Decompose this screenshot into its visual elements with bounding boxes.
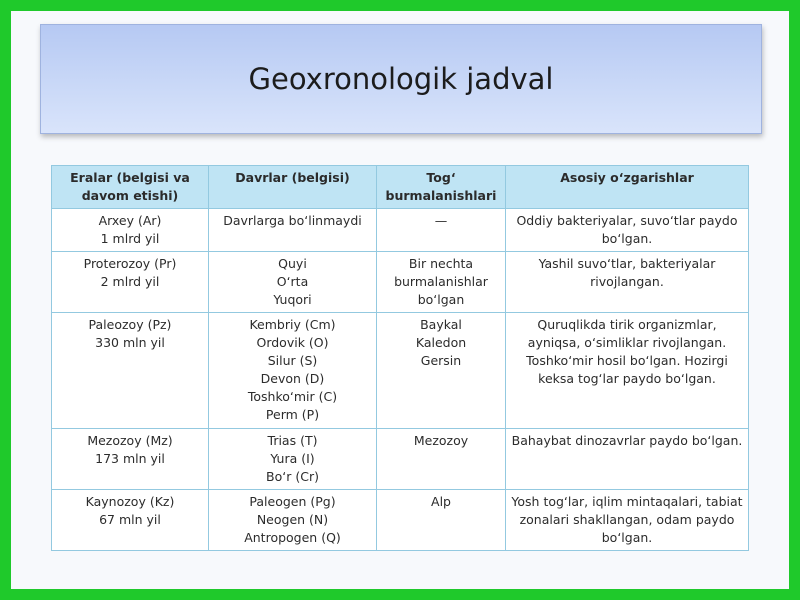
changes-cell: Quruqlikda tirik organizmlar, ayniqsa, o‘simliklar rivojlangan. Toshko‘mir hosil bo‘lgan. Hozirgi keksa tog‘lar paydo bo‘lgan. [506, 313, 749, 429]
table-row [52, 490, 749, 551]
folding-cell: Baykal Kaledon Gersin [377, 313, 506, 429]
title-banner [40, 24, 762, 134]
periods-cell: Davrlarga bo‘linmaydi [209, 209, 377, 252]
geochronology-table [51, 165, 749, 551]
table-header-row [52, 166, 749, 209]
era-cell: Mezozoy (Mz) 173 mln yil [52, 429, 209, 490]
table-row [52, 429, 749, 490]
era-cell: Paleozoy (Pz) 330 mln yil [52, 313, 209, 429]
era-cell: Proterozoy (Pr) 2 mlrd yil [52, 252, 209, 313]
periods-cell: Kembriy (Cm) Ordovik (O) Silur (S) Devon (D) Toshko‘mir (C) Perm (P) [209, 313, 377, 429]
header-periods: Davrlar (belgisi) [209, 166, 377, 209]
era-cell: Arxey (Ar) 1 mlrd yil [52, 209, 209, 252]
page-title: Geoxronologik jadval [248, 62, 554, 96]
era-cell: Kaynozoy (Kz) 67 mln yil [52, 490, 209, 551]
table-row [52, 209, 749, 252]
folding-cell: Bir nechta burmalanishlar bo‘lgan [377, 252, 506, 313]
changes-cell: Bahaybat dinozavrlar paydo bo‘lgan. [506, 429, 749, 490]
header-folding: Tog‘ burmalanishlari [377, 166, 506, 209]
table-row [52, 252, 749, 313]
periods-cell: Trias (T) Yura (I) Bo‘r (Cr) [209, 429, 377, 490]
changes-cell: Yashil suvo‘tlar, bakteriyalar rivojlangan. [506, 252, 749, 313]
periods-cell: Quyi O‘rta Yuqori [209, 252, 377, 313]
folding-cell: Mezozoy [377, 429, 506, 490]
header-eras: Eralar (belgisi va davom etishi) [52, 166, 209, 209]
folding-cell: Alp [377, 490, 506, 551]
changes-cell: Yosh tog‘lar, iqlim mintaqalari, tabiat zonalari shakllangan, odam paydo bo‘lgan. [506, 490, 749, 551]
table-row [52, 313, 749, 429]
folding-cell: — [377, 209, 506, 252]
header-changes: Asosiy o‘zgarishlar [506, 166, 749, 209]
periods-cell: Paleogen (Pg) Neogen (N) Antropogen (Q) [209, 490, 377, 551]
changes-cell: Oddiy bakteriyalar, suvo‘tlar paydo bo‘lgan. [506, 209, 749, 252]
